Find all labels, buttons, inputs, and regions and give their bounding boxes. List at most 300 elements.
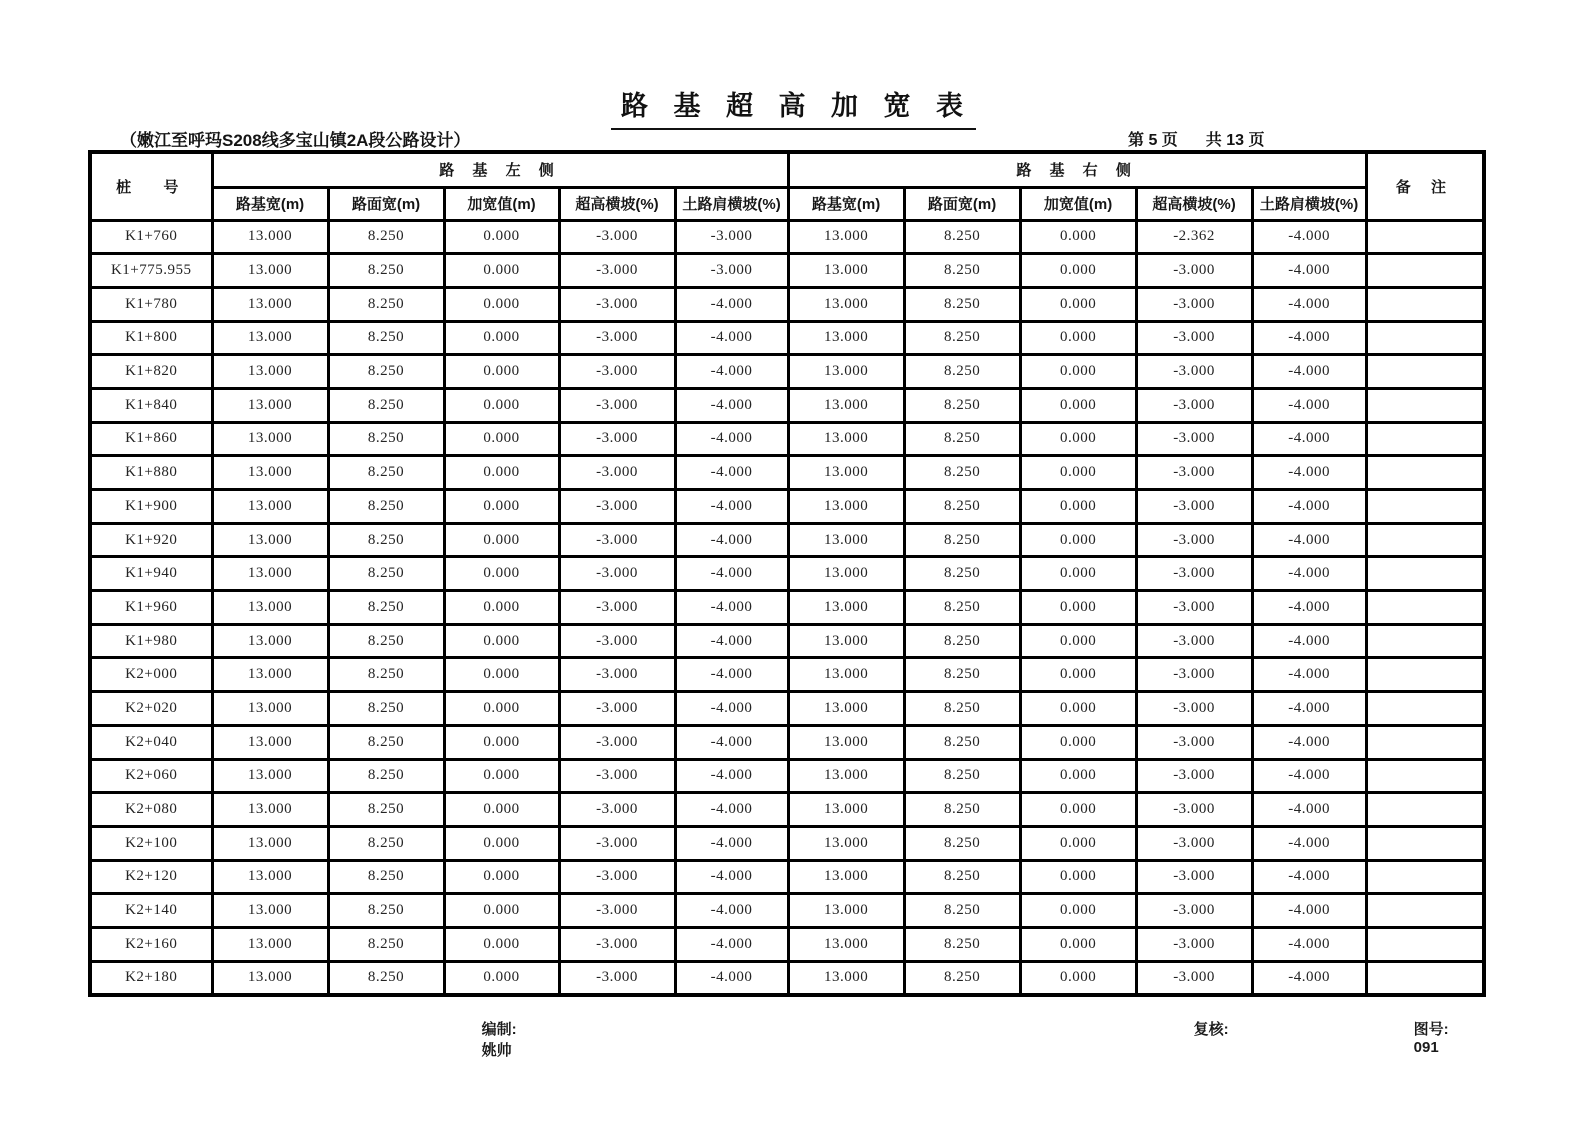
value-cell: 13.000 <box>212 254 328 288</box>
value-cell: 13.000 <box>788 927 904 961</box>
value-cell: -4.000 <box>675 725 788 759</box>
stake-cell: K2+080 <box>90 793 212 827</box>
remark-cell <box>1366 624 1484 658</box>
value-cell: 13.000 <box>788 422 904 456</box>
table-row <box>90 793 1484 827</box>
remark-cell <box>1366 725 1484 759</box>
stake-cell: K2+000 <box>90 658 212 692</box>
value-cell: -4.000 <box>675 927 788 961</box>
value-cell: 8.250 <box>328 220 444 254</box>
value-cell: -3.000 <box>1136 759 1252 793</box>
value-cell: 13.000 <box>212 287 328 321</box>
table-row <box>90 422 1484 456</box>
value-cell: -3.000 <box>559 624 675 658</box>
value-cell: 8.250 <box>904 287 1020 321</box>
value-cell: 0.000 <box>444 725 559 759</box>
value-cell: 8.250 <box>904 254 1020 288</box>
value-cell: -4.000 <box>1252 287 1366 321</box>
value-cell: -4.000 <box>675 961 788 995</box>
value-cell: 8.250 <box>328 759 444 793</box>
value-cell: -4.000 <box>675 321 788 355</box>
value-cell: 8.250 <box>904 355 1020 389</box>
value-cell: 8.250 <box>904 490 1020 524</box>
value-cell: 0.000 <box>1020 658 1136 692</box>
value-cell: -4.000 <box>1252 658 1366 692</box>
value-cell: 8.250 <box>904 220 1020 254</box>
value-cell: 13.000 <box>212 860 328 894</box>
value-cell: -4.000 <box>1252 456 1366 490</box>
stake-cell: K2+020 <box>90 692 212 726</box>
value-cell: 0.000 <box>1020 355 1136 389</box>
value-cell: 8.250 <box>328 624 444 658</box>
value-cell: 13.000 <box>212 355 328 389</box>
superelevation-widening-table <box>88 150 1486 997</box>
value-cell: 13.000 <box>212 388 328 422</box>
remark-cell <box>1366 658 1484 692</box>
value-cell: 8.250 <box>904 422 1020 456</box>
value-cell: 8.250 <box>904 456 1020 490</box>
drawing-number-label: 图号: <box>1413 1021 1449 1038</box>
value-cell: 0.000 <box>1020 624 1136 658</box>
table-row <box>90 388 1484 422</box>
value-cell: -3.000 <box>1136 456 1252 490</box>
page-info <box>1128 127 1265 150</box>
value-cell: 8.250 <box>328 287 444 321</box>
value-cell: -3.000 <box>559 287 675 321</box>
remark-cell <box>1366 557 1484 591</box>
stake-cell: K1+860 <box>90 422 212 456</box>
stake-cell: K1+940 <box>90 557 212 591</box>
value-cell: -4.000 <box>1252 355 1366 389</box>
value-cell: 0.000 <box>444 759 559 793</box>
value-cell: 13.000 <box>212 961 328 995</box>
value-cell: 8.250 <box>904 692 1020 726</box>
stake-cell: K2+040 <box>90 725 212 759</box>
value-cell: -3.000 <box>1136 523 1252 557</box>
table-row <box>90 961 1484 995</box>
value-cell: -3.000 <box>1136 287 1252 321</box>
value-cell: 0.000 <box>444 793 559 827</box>
remark-cell <box>1366 321 1484 355</box>
value-cell: 0.000 <box>444 355 559 389</box>
value-cell: 13.000 <box>788 624 904 658</box>
value-cell: 0.000 <box>444 287 559 321</box>
table-row <box>90 624 1484 658</box>
value-cell: 13.000 <box>788 759 904 793</box>
stake-cell: K1+920 <box>90 523 212 557</box>
value-cell: 0.000 <box>1020 557 1136 591</box>
value-cell: -3.000 <box>559 220 675 254</box>
value-cell: 8.250 <box>904 591 1020 625</box>
value-cell: 13.000 <box>212 523 328 557</box>
value-cell: 0.000 <box>444 961 559 995</box>
table-row <box>90 692 1484 726</box>
value-cell: 0.000 <box>1020 220 1136 254</box>
right-roadbed-width-header: 路基宽(m) <box>788 187 904 220</box>
left-side-group-header: 路 基 左 侧 <box>212 152 788 187</box>
value-cell: -3.000 <box>559 422 675 456</box>
value-cell: 8.250 <box>328 961 444 995</box>
value-cell: 8.250 <box>328 658 444 692</box>
value-cell: 13.000 <box>212 658 328 692</box>
value-cell: -4.000 <box>675 557 788 591</box>
value-cell: 13.000 <box>788 826 904 860</box>
value-cell: 0.000 <box>1020 591 1136 625</box>
value-cell: 8.250 <box>904 961 1020 995</box>
value-cell: 8.250 <box>328 894 444 928</box>
value-cell: -3.000 <box>559 321 675 355</box>
value-cell: 13.000 <box>212 321 328 355</box>
title-container <box>0 84 1587 130</box>
value-cell: 0.000 <box>444 927 559 961</box>
value-cell: -3.000 <box>559 759 675 793</box>
value-cell: 0.000 <box>444 860 559 894</box>
prepared-by-label: 编制: <box>481 1021 517 1038</box>
value-cell: 0.000 <box>444 490 559 524</box>
table-row <box>90 523 1484 557</box>
value-cell: 13.000 <box>212 456 328 490</box>
value-cell: 0.000 <box>1020 422 1136 456</box>
table-body <box>90 220 1484 995</box>
value-cell: 0.000 <box>444 220 559 254</box>
value-cell: 13.000 <box>788 961 904 995</box>
value-cell: 13.000 <box>788 692 904 726</box>
value-cell: 8.250 <box>328 860 444 894</box>
value-cell: -3.000 <box>559 725 675 759</box>
value-cell: 0.000 <box>444 826 559 860</box>
value-cell: -4.000 <box>675 523 788 557</box>
remark-cell <box>1366 287 1484 321</box>
right-superelevation-slope-header: 超高横坡(%) <box>1136 187 1252 220</box>
remark-cell <box>1366 692 1484 726</box>
value-cell: 0.000 <box>444 523 559 557</box>
value-cell: -3.000 <box>675 254 788 288</box>
value-cell: -3.000 <box>559 961 675 995</box>
table-row <box>90 725 1484 759</box>
value-cell: -4.000 <box>675 692 788 726</box>
value-cell: -3.000 <box>1136 826 1252 860</box>
right-pavement-width-header: 路面宽(m) <box>904 187 1020 220</box>
stake-cell: K1+775.955 <box>90 254 212 288</box>
table-row <box>90 557 1484 591</box>
value-cell: -4.000 <box>675 759 788 793</box>
value-cell: 8.250 <box>328 422 444 456</box>
stake-cell: K2+120 <box>90 860 212 894</box>
value-cell: -4.000 <box>1252 961 1366 995</box>
value-cell: -4.000 <box>675 793 788 827</box>
table-row <box>90 254 1484 288</box>
value-cell: 0.000 <box>444 624 559 658</box>
value-cell: 8.250 <box>328 523 444 557</box>
value-cell: -3.000 <box>1136 591 1252 625</box>
value-cell: 0.000 <box>444 894 559 928</box>
value-cell: 13.000 <box>788 894 904 928</box>
drawing-number <box>1397 1001 1449 1073</box>
stake-cell: K1+780 <box>90 287 212 321</box>
value-cell: 13.000 <box>212 490 328 524</box>
value-cell: -3.000 <box>559 254 675 288</box>
remark-cell <box>1366 220 1484 254</box>
value-cell: 8.250 <box>904 321 1020 355</box>
remark-cell <box>1366 490 1484 524</box>
value-cell: 0.000 <box>1020 759 1136 793</box>
value-cell: -4.000 <box>1252 725 1366 759</box>
value-cell: -4.000 <box>675 456 788 490</box>
reviewed-by <box>1177 1001 1229 1073</box>
table-row <box>90 658 1484 692</box>
table-row <box>90 860 1484 894</box>
table-row <box>90 287 1484 321</box>
value-cell: -4.000 <box>1252 490 1366 524</box>
value-cell: 0.000 <box>444 557 559 591</box>
table-row <box>90 321 1484 355</box>
value-cell: 0.000 <box>444 321 559 355</box>
value-cell: 13.000 <box>788 793 904 827</box>
value-cell: 0.000 <box>1020 456 1136 490</box>
remark-cell <box>1366 759 1484 793</box>
right-side-group-header: 路 基 右 侧 <box>788 152 1366 187</box>
value-cell: -4.000 <box>675 422 788 456</box>
value-cell: -3.000 <box>1136 927 1252 961</box>
value-cell: -3.000 <box>1136 894 1252 928</box>
stake-cell: K1+960 <box>90 591 212 625</box>
value-cell: -4.000 <box>675 658 788 692</box>
value-cell: 8.250 <box>904 557 1020 591</box>
value-cell: -4.000 <box>1252 523 1366 557</box>
value-cell: 8.250 <box>904 860 1020 894</box>
drawing-number-value: 091 <box>1413 1039 1439 1056</box>
value-cell: 13.000 <box>212 591 328 625</box>
value-cell: 0.000 <box>1020 894 1136 928</box>
value-cell: 8.250 <box>904 658 1020 692</box>
value-cell: -3.000 <box>559 490 675 524</box>
value-cell: 13.000 <box>788 725 904 759</box>
value-cell: 0.000 <box>1020 927 1136 961</box>
value-cell: 8.250 <box>328 557 444 591</box>
value-cell: 0.000 <box>1020 287 1136 321</box>
value-cell: 13.000 <box>788 860 904 894</box>
value-cell: 8.250 <box>328 927 444 961</box>
value-cell: -3.000 <box>559 456 675 490</box>
value-cell: 8.250 <box>328 591 444 625</box>
value-cell: 0.000 <box>1020 961 1136 995</box>
value-cell: 0.000 <box>444 422 559 456</box>
remark-cell <box>1366 927 1484 961</box>
value-cell: 13.000 <box>788 287 904 321</box>
value-cell: 13.000 <box>212 927 328 961</box>
remark-cell <box>1366 793 1484 827</box>
stake-cell: K1+820 <box>90 355 212 389</box>
value-cell: -4.000 <box>1252 557 1366 591</box>
value-cell: -3.000 <box>675 220 788 254</box>
reviewed-by-label: 复核: <box>1193 1021 1229 1038</box>
value-cell: -3.000 <box>559 355 675 389</box>
prepared-by-value: 姚帅 <box>481 1042 512 1059</box>
value-cell: -4.000 <box>675 355 788 389</box>
value-cell: -4.000 <box>1252 927 1366 961</box>
value-cell: 0.000 <box>1020 388 1136 422</box>
value-cell: 8.250 <box>328 456 444 490</box>
value-cell: 13.000 <box>212 692 328 726</box>
value-cell: -4.000 <box>1252 624 1366 658</box>
value-cell: 8.250 <box>328 725 444 759</box>
value-cell: -3.000 <box>1136 961 1252 995</box>
value-cell: -3.000 <box>559 658 675 692</box>
value-cell: 13.000 <box>788 658 904 692</box>
value-cell: 0.000 <box>1020 321 1136 355</box>
value-cell: 0.000 <box>1020 523 1136 557</box>
value-cell: -4.000 <box>675 860 788 894</box>
value-cell: -3.000 <box>1136 355 1252 389</box>
value-cell: 8.250 <box>328 490 444 524</box>
value-cell: 8.250 <box>904 388 1020 422</box>
value-cell: 8.250 <box>904 523 1020 557</box>
value-cell: -3.000 <box>1136 692 1252 726</box>
value-cell: -3.000 <box>559 826 675 860</box>
value-cell: -4.000 <box>1252 591 1366 625</box>
stake-cell: K1+840 <box>90 388 212 422</box>
remark-cell <box>1366 591 1484 625</box>
value-cell: -4.000 <box>1252 422 1366 456</box>
value-cell: -4.000 <box>1252 894 1366 928</box>
remark-cell <box>1366 254 1484 288</box>
value-cell: 13.000 <box>788 254 904 288</box>
value-cell: 13.000 <box>212 220 328 254</box>
value-cell: -3.000 <box>1136 658 1252 692</box>
table-row <box>90 591 1484 625</box>
value-cell: -3.000 <box>559 523 675 557</box>
value-cell: 0.000 <box>444 658 559 692</box>
value-cell: 0.000 <box>444 692 559 726</box>
table-row <box>90 927 1484 961</box>
stake-cell: K1+900 <box>90 490 212 524</box>
value-cell: 0.000 <box>444 388 559 422</box>
value-cell: -3.000 <box>559 388 675 422</box>
value-cell: 0.000 <box>1020 725 1136 759</box>
value-cell: -4.000 <box>675 624 788 658</box>
table-row <box>90 220 1484 254</box>
value-cell: 0.000 <box>444 591 559 625</box>
remark-cell <box>1366 860 1484 894</box>
value-cell: 13.000 <box>212 624 328 658</box>
value-cell: 13.000 <box>788 456 904 490</box>
value-cell: 0.000 <box>1020 793 1136 827</box>
stake-cell: K2+180 <box>90 961 212 995</box>
value-cell: -3.000 <box>1136 254 1252 288</box>
table-row <box>90 759 1484 793</box>
value-cell: -4.000 <box>1252 388 1366 422</box>
value-cell: 8.250 <box>904 793 1020 827</box>
value-cell: 0.000 <box>1020 254 1136 288</box>
stake-cell: K2+060 <box>90 759 212 793</box>
value-cell: 8.250 <box>328 388 444 422</box>
value-cell: 0.000 <box>444 456 559 490</box>
value-cell: 8.250 <box>328 254 444 288</box>
value-cell: 8.250 <box>328 793 444 827</box>
value-cell: 13.000 <box>212 793 328 827</box>
value-cell: -3.000 <box>1136 725 1252 759</box>
value-cell: -4.000 <box>675 826 788 860</box>
sub-header-row <box>90 187 1484 220</box>
stake-cell: K1+880 <box>90 456 212 490</box>
stake-column-header: 桩 号 <box>90 152 212 220</box>
table-row <box>90 826 1484 860</box>
value-cell: -3.000 <box>559 692 675 726</box>
value-cell: -4.000 <box>1252 826 1366 860</box>
value-cell: -2.362 <box>1136 220 1252 254</box>
value-cell: 8.250 <box>328 692 444 726</box>
value-cell: 0.000 <box>444 254 559 288</box>
value-cell: -3.000 <box>559 793 675 827</box>
left-superelevation-slope-header: 超高横坡(%) <box>559 187 675 220</box>
value-cell: 0.000 <box>1020 692 1136 726</box>
remark-cell <box>1366 388 1484 422</box>
table-row <box>90 456 1484 490</box>
remark-cell <box>1366 894 1484 928</box>
remark-cell <box>1366 456 1484 490</box>
right-shoulder-slope-header: 土路肩横坡(%) <box>1252 187 1366 220</box>
value-cell: -3.000 <box>1136 624 1252 658</box>
value-cell: 8.250 <box>328 826 444 860</box>
value-cell: 13.000 <box>788 591 904 625</box>
table-row <box>90 355 1484 389</box>
value-cell: -4.000 <box>1252 254 1366 288</box>
value-cell: 8.250 <box>904 624 1020 658</box>
value-cell: 0.000 <box>1020 826 1136 860</box>
remark-cell <box>1366 523 1484 557</box>
left-roadbed-width-header: 路基宽(m) <box>212 187 328 220</box>
value-cell: -3.000 <box>559 557 675 591</box>
remark-cell <box>1366 355 1484 389</box>
stake-cell: K2+160 <box>90 927 212 961</box>
project-subtitle: （嫩江至呼玛S208线多宝山镇2A段公路设计） <box>120 131 471 150</box>
value-cell: 8.250 <box>328 321 444 355</box>
table-row <box>90 490 1484 524</box>
value-cell: -3.000 <box>559 591 675 625</box>
remark-cell <box>1366 422 1484 456</box>
remark-cell <box>1366 826 1484 860</box>
group-header-row <box>90 152 1484 187</box>
stake-cell: K2+140 <box>90 894 212 928</box>
page-title: 路 基 超 高 加 宽 表 <box>611 84 976 130</box>
value-cell: 8.250 <box>904 894 1020 928</box>
remark-column-header: 备 注 <box>1366 152 1484 220</box>
value-cell: -4.000 <box>1252 220 1366 254</box>
value-cell: -3.000 <box>1136 557 1252 591</box>
right-widening-value-header: 加宽值(m) <box>1020 187 1136 220</box>
value-cell: -3.000 <box>1136 321 1252 355</box>
value-cell: 13.000 <box>212 725 328 759</box>
value-cell: 0.000 <box>1020 490 1136 524</box>
value-cell: 13.000 <box>212 759 328 793</box>
value-cell: 8.250 <box>904 927 1020 961</box>
value-cell: 13.000 <box>788 490 904 524</box>
value-cell: -3.000 <box>1136 388 1252 422</box>
remark-cell <box>1366 961 1484 995</box>
value-cell: 8.250 <box>904 725 1020 759</box>
value-cell: 8.250 <box>904 826 1020 860</box>
value-cell: -3.000 <box>1136 490 1252 524</box>
left-pavement-width-header: 路面宽(m) <box>328 187 444 220</box>
value-cell: -3.000 <box>1136 422 1252 456</box>
value-cell: -3.000 <box>1136 860 1252 894</box>
stake-cell: K1+980 <box>90 624 212 658</box>
page-total: 共 13 页 <box>1205 132 1265 149</box>
value-cell: 13.000 <box>788 388 904 422</box>
page-number: 第 5 页 <box>1128 132 1178 149</box>
stake-cell: K2+100 <box>90 826 212 860</box>
value-cell: 8.250 <box>904 759 1020 793</box>
